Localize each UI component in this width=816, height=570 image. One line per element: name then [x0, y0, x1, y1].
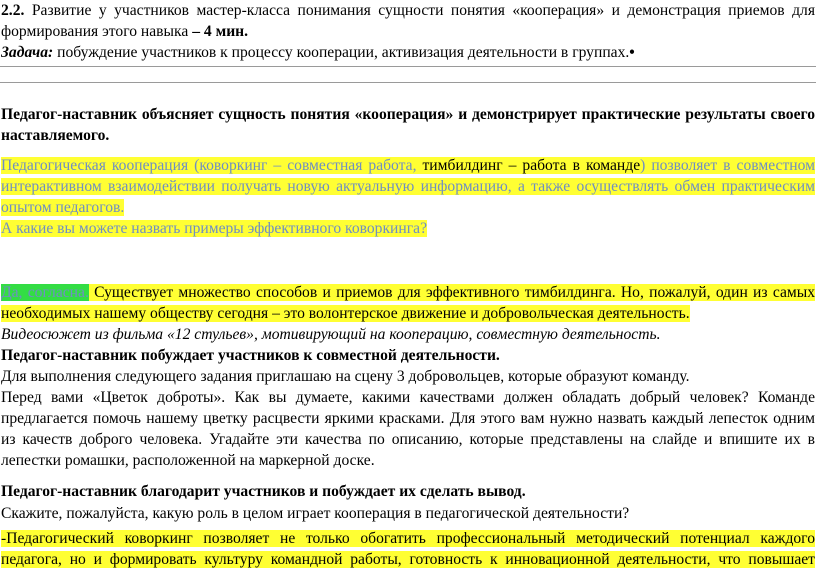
bullet-icon: •	[629, 44, 635, 61]
task-label: Задача:	[1, 44, 54, 61]
p3-line-8: из качеств доброго человека. Угадайте эти качества по описанию, которые представлены на слайде и впишите их в	[1, 431, 815, 448]
p5-line-1	[1, 528, 815, 549]
p3-line-6: Перед вами «Цветок доброты». Как вы думаете, какими качествами должен обладать добрый человек? Команде	[1, 389, 815, 406]
section-title-cont: формирования этого навыка	[1, 23, 193, 40]
p3-text-line2: необходимых нашему обществу сегодня – это волонтерское движение и добровольческая деятельность.	[1, 305, 690, 322]
p2-question: А какие вы можете назвать примеры эффективного коворкинга?	[1, 220, 427, 237]
p1-line-2: наставляемого.	[1, 127, 110, 144]
section-number: 2.2.	[1, 2, 25, 19]
p2-line-3	[1, 197, 815, 218]
p3-line-5: Для выполнения следующего задания приглашаю на сцену 3 добровольцев, которые образуют команду.	[1, 368, 690, 385]
p3-text-a: Существует множество способов и приемов для эффективного тимбилдинга. Но, пожалуй, один из самых	[88, 284, 815, 301]
p5-text-line1: -Педагогический коворкинг позволяет не только обогатить профессиональный методический потенциал каждого	[1, 530, 815, 547]
p2-teambuilding: тимбилдинг – работа в команде	[422, 157, 641, 174]
p2-text-line3: опытом педагогов.	[1, 199, 125, 216]
p3-line-2	[1, 303, 815, 324]
p2-line-1	[1, 155, 815, 176]
p5-text-line2: педагога, но и формировать культуру командной работы, готовность к инновационной деятельности, что повышает	[1, 551, 815, 568]
p2-text-a: Педагогическая кооперация (коворкинг – совместная работа,	[1, 157, 423, 174]
task-text: побуждение участников к процессу кооперации, активизация деятельности в группах.	[53, 44, 630, 61]
p2-line-2	[1, 176, 815, 197]
p2-text-c: ) позволяет в совместном	[640, 157, 815, 174]
section-duration: – 4 мин.	[192, 23, 249, 40]
p3-line-7: предлагается помочь нашему цветку расцвести яркими красками. Для этого вам нужно назвать каждый лепесток одним	[1, 410, 815, 427]
p3-video-note: Видеосюжет из фильма «12 стульев», мотивирующий на кооперацию, совместную деятельность.	[1, 326, 661, 343]
p2-text-line2: интерактивном взаимодействии получать новую актуальную информацию, а также осуществлять обмен практическим	[1, 178, 815, 195]
p3-line-1	[1, 282, 815, 303]
p4-question: Скажите, пожалуйста, какую роль в целом играет кооперация в педагогической деятельности?	[1, 505, 630, 522]
section-title-line-1	[1, 0, 815, 21]
task-line	[1, 42, 815, 63]
section-title-text: Развитие у участников мастер-класса понимания сущности понятия «кооперация» и демонстрация приемов для	[31, 2, 815, 19]
p3-line-9: лепестки ромашки, расположенной на маркерной доске.	[1, 452, 375, 469]
p4-instruction: Педагог-наставник благодарит участников и побуждает их сделать вывод.	[1, 483, 526, 500]
p3-agree: Да, согласна.	[1, 284, 89, 301]
divider-second	[0, 82, 816, 83]
section-title-line-2	[1, 21, 815, 42]
p1-line-1: Педагог-наставник объясняет сущность понятия «кооперация» и демонстрирует практические результаты своего	[1, 106, 815, 123]
divider-top	[0, 66, 816, 67]
p2-line-4	[1, 218, 815, 239]
p3-instruction: Педагог-наставник побуждает участников к совместной деятельности.	[1, 347, 500, 364]
